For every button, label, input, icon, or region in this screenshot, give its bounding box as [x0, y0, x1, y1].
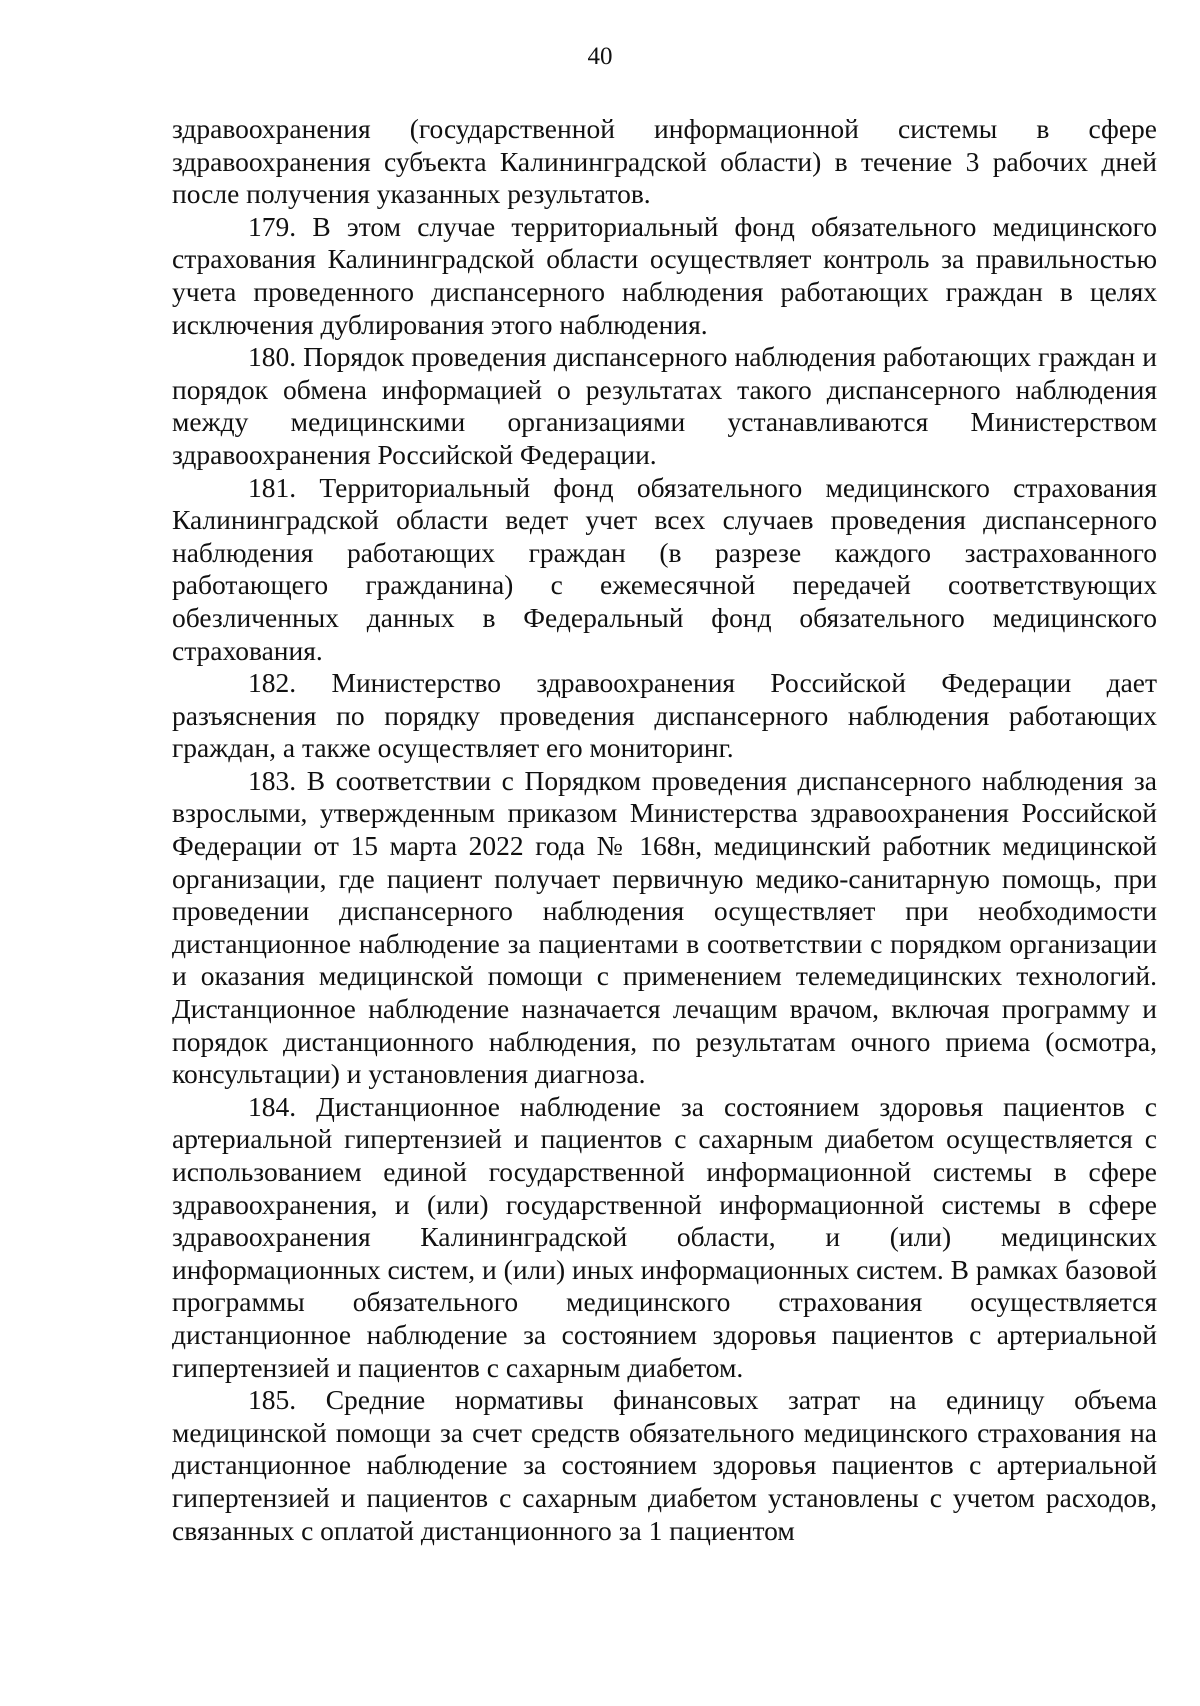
- page-number: 40: [587, 43, 613, 70]
- paragraph-181: 181. Территориальный фонд обязательного медицинского страхования Калининградской области ведет учет всех случаев проведения диспансерного наблюдения работающих граждан (в разрезе каждого застрахованного работающего гражданина) с ежемесячной передачей соответствующих обезличенных данных в Федеральный фонд обязательного медицинского страхования.: [172, 471, 1157, 666]
- paragraph-182: 182. Министерство здравоохранения Российской Федерации дает разъяснения по порядку проведения диспансерного наблюдения работающих граждан, а также осуществляет его мониторинг.: [172, 667, 1157, 764]
- paragraph-180: 180. Порядок проведения диспансерного наблюдения работающих граждан и порядок обмена информацией о результатах такого диспансерного наблюдения между медицинскими организациями устанавливаются Министерством здравоохранения Российской Федерации.: [172, 341, 1157, 470]
- paragraph-183: 183. В соответствии с Порядком проведения диспансерного наблюдения за взрослыми, утвержденным приказом Министерства здравоохранения Российской Федерации от 15 марта 2022 года № 168н, медицинский работник медицинской организации, где пациент получает первичную медико-санитарную помощь, при проведении диспансерного наблюдения осуществляет при необходимости дистанционное наблюдение за пациентами в соответствии с порядком организации и оказания медицинской помощи с применением телемедицинских технологий. Дистанционное наблюдение назначается лечащим врачом, включая программу и порядок дистанционного наблюдения, по результатам очного приема (осмотра, консультации) и установления диагноза.: [172, 764, 1157, 1090]
- document-body: [172, 113, 1157, 1547]
- paragraph-185: 185. Средние нормативы финансовых затрат на единицу объема медицинской помощи за счет средств обязательного медицинского страхования на дистанционное наблюдение за состоянием здоровья пациентов с артериальной гипертензией и пациентов с сахарным диабетом установлены с учетом расходов, связанных с оплатой дистанционного за 1 пациентом: [172, 1384, 1157, 1546]
- paragraph-184: 184. Дистанционное наблюдение за состоянием здоровья пациентов с артериальной гипертензией и пациентов с сахарным диабетом осуществляется с использованием единой государственной информационной системы в сфере здравоохранения, и (или) государственной информационной системы в сфере здравоохранения Калининградской области, и (или) медицинских информационных систем, и (или) иных информационных систем. В рамках базовой программы обязательного медицинского страхования осуществляется дистанционное наблюдение за состоянием здоровья пациентов с артериальной гипертензией и пациентов с сахарным диабетом.: [172, 1090, 1157, 1383]
- paragraph-179: 179. В этом случае территориальный фонд обязательного медицинского страхования Калининградской области осуществляет контроль за правильностью учета проведенного диспансерного наблюдения работающих граждан в целях исключения дублирования этого наблюдения.: [172, 210, 1157, 340]
- paragraph-continuation: здравоохранения (государственной информационной системы в сфере здравоохранения субъекта Калининградской области) в течение 3 рабочих дней после получения указанных результатов.: [172, 113, 1157, 210]
